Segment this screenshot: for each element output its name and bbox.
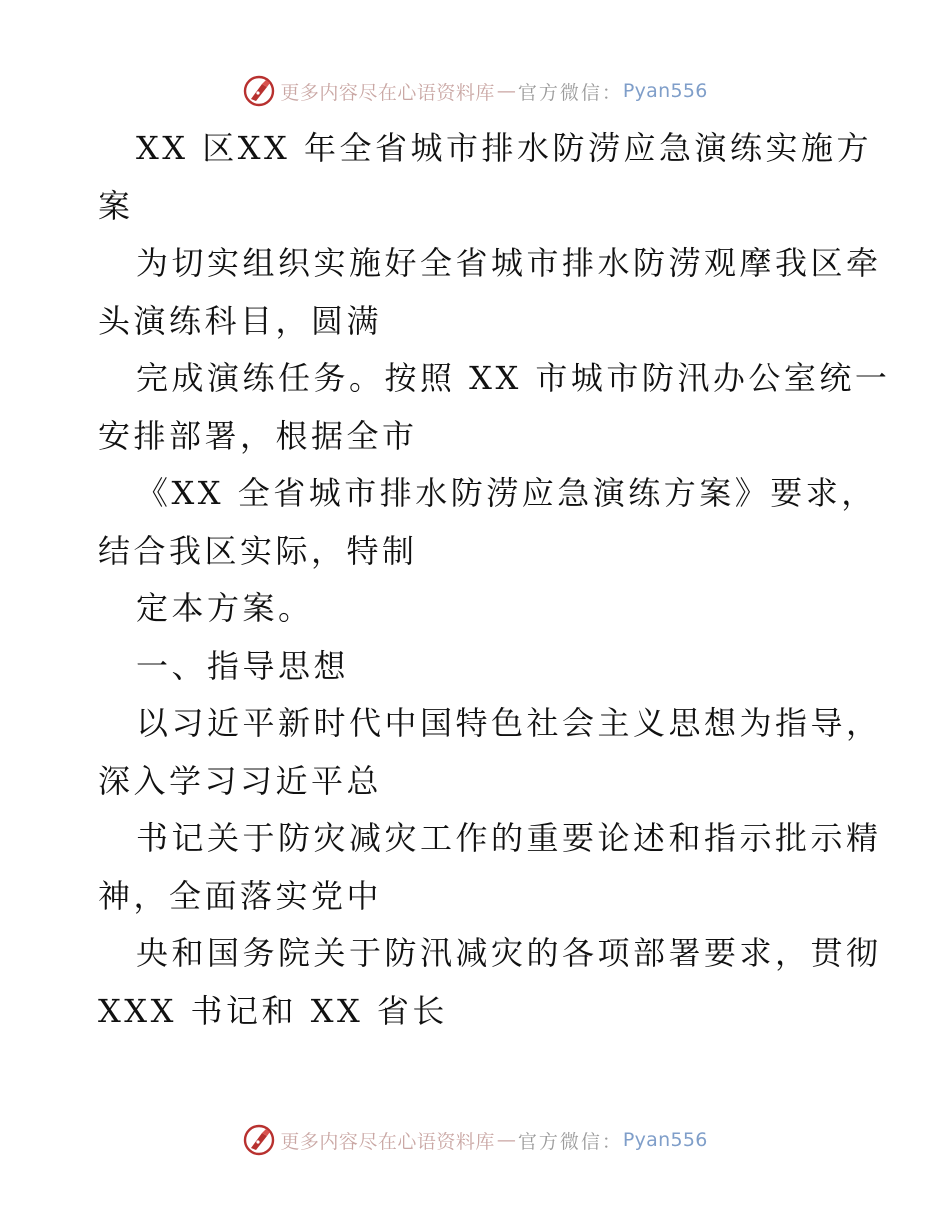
watermark-wechat-label: 官方微信： (517, 81, 623, 104)
watermark-text: 更多内容尽在心语资料库 (280, 1130, 495, 1153)
paragraph-line: 安排部署，根据全市 (98, 416, 418, 455)
document-title-line: 案 (98, 186, 134, 225)
paragraph-line: 为切实组织实施好全省城市排水防涝观摩我区牵 (136, 244, 882, 282)
paragraph-line: XXX 书记和 XX 省长 (98, 991, 448, 1030)
paragraph-line: 神，全面落实党中 (98, 876, 383, 915)
watermark-wechat-label: 官方微信： (517, 1130, 623, 1153)
pen-nib-logo-icon (242, 1123, 276, 1157)
paragraph-line: 以习近平新时代中国特色社会主义思想为指导， (136, 704, 882, 742)
document-title-line: XX 区XX 年全省城市排水防涝应急演练实施方 (136, 129, 872, 167)
paragraph-line: 《XX 全省城市排水防涝应急演练方案》要求， (136, 474, 877, 512)
watermark-wechat-id: Pyan556 (622, 80, 708, 102)
paragraph-line: 结合我区实际，特制 (98, 531, 418, 570)
footer-watermark (0, 1123, 950, 1157)
header-watermark (0, 74, 950, 108)
watermark-separator: — (496, 1129, 516, 1151)
paragraph-line: 书记关于防灾减灾工作的重要论述和指示批示精 (136, 819, 882, 857)
paragraph-line: 央和国务院关于防汛减灾的各项部署要求，贯彻 (136, 934, 882, 972)
pen-nib-logo-icon (242, 74, 276, 108)
document-body (98, 120, 891, 1040)
section-heading: 一、指导思想 (136, 646, 350, 685)
paragraph-line: 完成演练任务。按照 XX 市城市防汛办公室统一 (136, 359, 891, 397)
paragraph-line: 深入学习习近平总 (98, 761, 383, 800)
watermark-wechat-id: Pyan556 (622, 1129, 708, 1151)
watermark-text: 更多内容尽在心语资料库 (280, 81, 495, 104)
paragraph-line: 定本方案。 (136, 589, 314, 627)
paragraph-line: 头演练科目，圆满 (98, 301, 383, 340)
watermark-separator: — (496, 80, 516, 102)
